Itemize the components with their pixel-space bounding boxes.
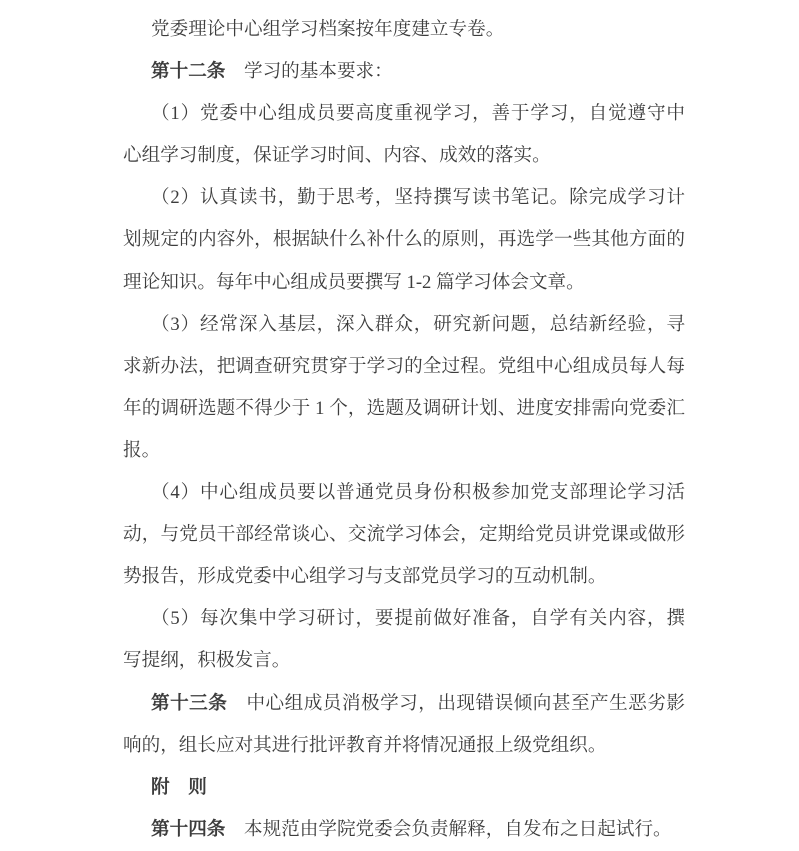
text-line: [123, 640, 685, 682]
text-line: [123, 598, 685, 640]
clause-number: 第十二条: [151, 61, 226, 83]
text-line: [123, 135, 685, 177]
line-text: 写提纲，积极发言。: [123, 650, 291, 672]
line-text: 中心组成员消极学习，出现错误倾向甚至产生恶劣影: [227, 692, 685, 714]
text-line: [123, 683, 685, 725]
line-text: 动，与党员干部经常谈心、交流学习体会，定期给党员讲党课或做形: [123, 524, 685, 546]
text-line: [123, 9, 685, 51]
clause-number: 附 则: [151, 776, 207, 798]
text-line: [123, 767, 685, 809]
line-text: 心组学习制度，保证学习时间、内容、成效的落实。: [123, 145, 551, 167]
text-line: [123, 93, 685, 135]
text-line: [123, 219, 685, 261]
text-line: [123, 514, 685, 556]
line-text: 理论知识。每年中心组成员要撰写 1-2 篇学习体会文章。: [123, 271, 585, 293]
text-line: [123, 725, 685, 767]
line-text: （2）认真读书，勤于思考，坚持撰写读书笔记。除完成学习计: [151, 187, 685, 209]
line-text: 本规范由学院党委会负责解释，自发布之日起试行。: [225, 818, 672, 840]
document-body: [123, 9, 685, 851]
text-line: [123, 556, 685, 598]
text-line: [123, 346, 685, 388]
text-line: [123, 51, 685, 93]
text-line: [123, 304, 685, 346]
line-text: 学习的基本要求：: [225, 61, 393, 83]
text-line: [123, 388, 685, 430]
line-text: （1）党委中心组成员要高度重视学习，善于学习，自觉遵守中: [151, 103, 685, 125]
line-text: 年的调研选题不得少于 1 个，选题及调研计划、进度安排需向党委汇: [123, 397, 685, 419]
line-text: （4）中心组成员要以普通党员身份积极参加党支部理论学习活: [151, 482, 685, 504]
line-text: 响的，组长应对其进行批评教育并将情况通报上级党组织。: [123, 734, 607, 756]
line-text: 求新办法，把调查研究贯穿于学习的全过程。党组中心组成员每人每: [123, 355, 685, 377]
line-text: 划规定的内容外，根据缺什么补什么的原则，再选学一些其他方面的: [123, 229, 685, 251]
clause-number: 第十三条: [151, 692, 228, 714]
text-line: [123, 809, 685, 851]
text-line: [123, 472, 685, 514]
clause-number: 第十四条: [151, 818, 226, 840]
line-text: （3）经常深入基层，深入群众，研究新问题，总结新经验，寻: [151, 313, 685, 335]
line-text: 报。: [123, 439, 161, 461]
line-text: 党委理论中心组学习档案按年度建立专卷。: [151, 19, 505, 40]
text-line: [123, 177, 685, 219]
line-text: 势报告，形成党委中心组学习与支部党员学习的互动机制。: [123, 566, 607, 588]
text-line: [123, 430, 685, 472]
text-line: [123, 262, 685, 304]
line-text: （5）每次集中学习研讨，要提前做好准备，自学有关内容，撰: [151, 608, 685, 630]
